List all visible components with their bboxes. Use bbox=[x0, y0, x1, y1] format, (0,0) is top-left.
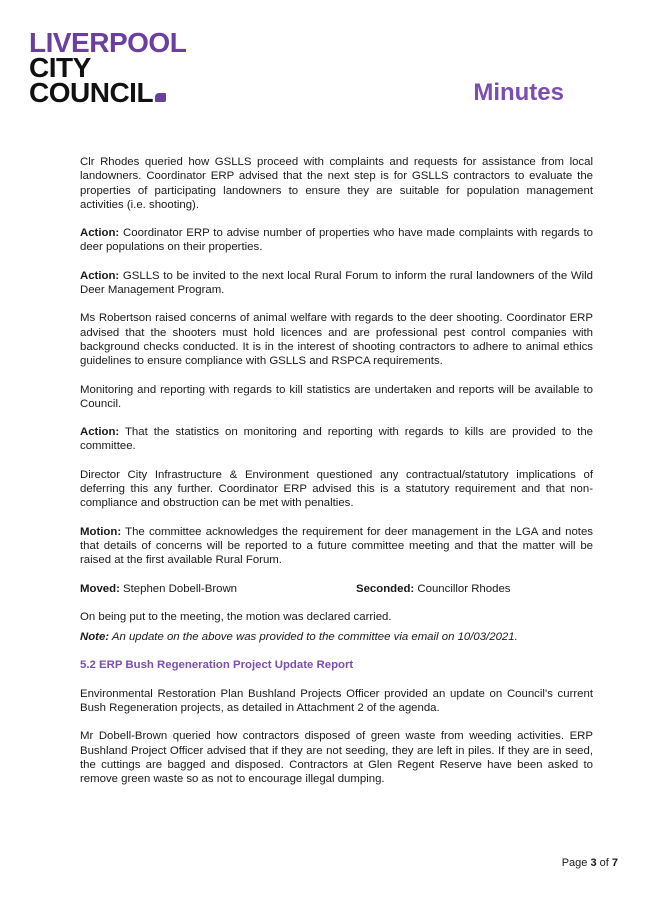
page-current: 3 bbox=[590, 857, 597, 869]
page-of: of bbox=[596, 857, 612, 869]
minutes-body bbox=[80, 155, 593, 801]
seconded-label: Seconded: bbox=[356, 582, 415, 595]
action-text: GSLLS to be invited to the next local Rural Forum to inform the rural landowners of the Wild Deer Management Program. bbox=[80, 269, 593, 297]
paragraph-director-question: Director City Infrastructure & Environment questioned any contractual/statutory implications of deferring this any further. Coordinator ERP advised this is a statutory requirement and that non-compliance and obstruction can be met with penalties. bbox=[80, 468, 593, 510]
action-item-1 bbox=[80, 226, 593, 255]
action-item-2 bbox=[80, 269, 593, 298]
logo-line-3-text: COUNCIL bbox=[29, 77, 154, 108]
logo-line-2: CITY bbox=[29, 52, 91, 83]
action-label: Action: bbox=[80, 227, 120, 240]
paragraph-monitoring: Monitoring and reporting with regards to kill statistics are undertaken and reports will be available to Council. bbox=[80, 383, 593, 410]
moved bbox=[80, 582, 356, 596]
moved-label: Moved: bbox=[80, 582, 120, 595]
page-number bbox=[562, 857, 618, 869]
note bbox=[80, 630, 593, 644]
seconded bbox=[356, 582, 510, 596]
logo-line-3 bbox=[29, 77, 219, 108]
paragraph-robertson-welfare: Ms Robertson raised concerns of animal welfare with regards to the deer shooting. Coordinator ERP advised that the shooters must hold licences and are professional pest control companies with background checks conducted. It is in the interest of shooting contractors to adhere to animal ethics guidelines to ensure compliance with GSLLS and RSPCA requirements. bbox=[80, 312, 593, 368]
section-heading-5-2: 5.2 ERP Bush Regeneration Project Update Report bbox=[80, 659, 354, 672]
paragraph-bush-regen-update: Environmental Restoration Plan Bushland Projects Officer provided an update on Council's current Bush Regeneration projects, as detailed in Attachment 2 of the agenda. bbox=[80, 687, 593, 715]
note-text: An update on the above was provided to the committee via email on 10/03/2021. bbox=[109, 631, 518, 644]
logo-mark-icon bbox=[155, 93, 166, 102]
note-label: Note: bbox=[80, 631, 110, 644]
action-item-3 bbox=[80, 425, 593, 454]
paragraph-rhodes-query: Clr Rhodes queried how GSLLS proceed with complaints and requests for assistance from local landowners. Coordinator ERP advised that the next step is for GSLLS contractors to evaluate the properties of participating landowners to ensure they are suitable for population management activities (i.e. shooting). bbox=[80, 156, 593, 211]
page-prefix: Page bbox=[561, 857, 591, 869]
page-total: 7 bbox=[611, 857, 618, 869]
motion-label: Motion: bbox=[80, 525, 122, 538]
council-logo bbox=[29, 27, 219, 108]
motion bbox=[80, 525, 593, 568]
document-title: Minutes bbox=[473, 79, 564, 106]
logo-line-1: LIVERPOOL bbox=[29, 27, 187, 58]
seconded-value: Councillor Rhodes bbox=[414, 582, 511, 595]
moved-seconded-row bbox=[80, 582, 593, 596]
paragraph-green-waste: Mr Dobell-Brown queried how contractors disposed of green waste from weeding activities. ERP Bushland Project Officer advised that if they are not seeding, they are left in piles. If they are in seed, the cuttings are bagged and disposed. Contractors at Glen Regent Reserve have been asked to remove green waste so as not to encourage illegal dumping. bbox=[80, 730, 593, 786]
action-label: Action: bbox=[80, 426, 120, 439]
moved-value: Stephen Dobell-Brown bbox=[119, 582, 238, 595]
motion-text: The committee acknowledges the requirement for deer management in the LGA and notes that details of concerns will be reported to a future committee meeting and that the matter will be raised at the first available Rural Forum. bbox=[80, 525, 593, 567]
action-text: Coordinator ERP to advise number of properties who have made complaints with regards to deer populations on their properties. bbox=[80, 227, 593, 254]
action-text: That the statistics on monitoring and reporting with regards to kills are provided to the committee. bbox=[80, 426, 593, 453]
action-label: Action: bbox=[80, 269, 120, 282]
motion-carried: On being put to the meeting, the motion was declared carried. bbox=[80, 610, 392, 623]
